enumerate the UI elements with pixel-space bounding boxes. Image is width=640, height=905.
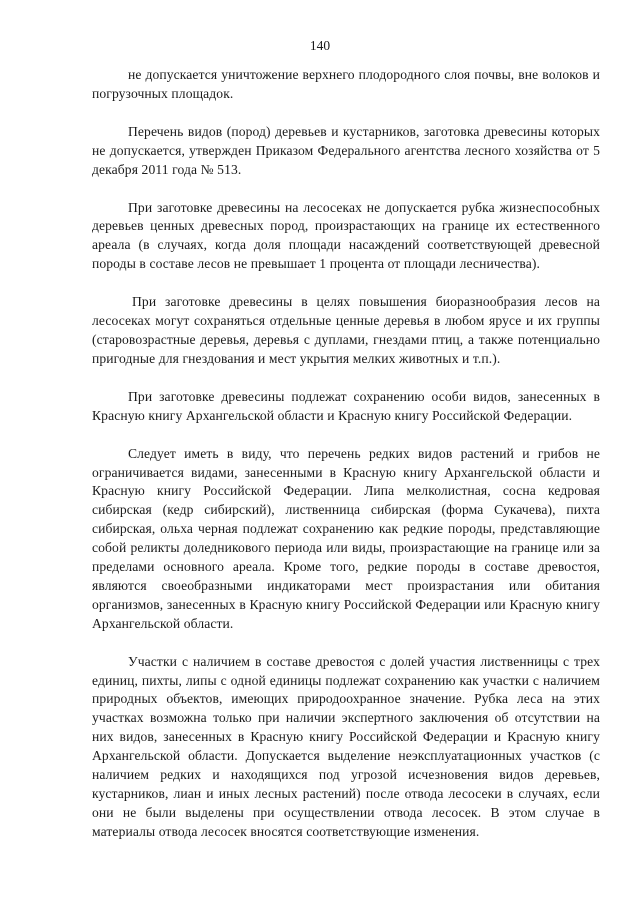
page-number: 140 <box>309 38 331 53</box>
paragraph-species-list: Перечень видов (пород) деревьев и кустарников, заготовка древесины которых не допускается, утвержден Приказом Федерального агентства лесного хозяйства от 5 декабря 2011 года № 513. <box>92 123 600 177</box>
paragraph-biodiversity: При заготовке древесины в целях повышения биоразнообразия лесов на лесосеках могут сохраняться отдельные ценные деревья в любом ярусе и их группы (старовозрастные деревья, деревья с дуплами, гнездами птиц, а также потенциально пригодные для гнездования и мест укрытия мелких животных и т.п.). <box>92 294 600 366</box>
paragraph-protected-plots: Участки с наличием в составе древостоя с долей участия лиственницы с трех единиц, пихты, липы с одной единицы подлежат сохранению как участки с наличием природных объектов, имеющих природоохранное значение. Рубка леса на этих участках возможна только при наличии экспертного заключения об отсутствии на них видов, занесенных в Красную книгу Российской Федерации и Красную книгу Архангельской области. Допускается выделение неэксплуатационных участков (с наличием редких и находящихся под угрозой исчезновения видов деревьев, кустарников, лиан и иных лесных растений) после отвода лесосеки в случаях, если они не были выделены при осуществлении отвода лесосек. В этом случае в материалы отвода лесосек вносятся соответствующие изменения. <box>92 653 600 839</box>
paragraph-topsoil: не допускается уничтожение верхнего плодородного слоя почвы, вне волоков и погрузочных площадок. <box>92 67 600 101</box>
paragraph-red-book: При заготовке древесины подлежат сохранению особи видов, занесенных в Красную книгу Архангельской области и Красную книгу Российской Федерации. <box>92 388 600 423</box>
paragraph-range-border: При заготовке древесины на лесосеках не допускается рубка жизнеспособных деревьев ценных древесных пород, произрастающих на границе их естественного ареала (в случаях, когда доля площади насаждений соответствующей древесной породы в составе лесов не превышает 1 процента от площади лесничества). <box>92 199 600 272</box>
document-body <box>92 66 600 861</box>
paragraph-rare-species: Следует иметь в виду, что перечень редких видов растений и грибов не ограничивается видами, занесенными в Красную книгу Архангельской области и Красную книгу Российской Федерации. Липа мелколистная, сосна кедровая сибирская (кедр сибирский), лиственница сибирская (форма Сукачева), пихта сибирская, ольха черная подлежат сохранению как редкие породы, представляющие собой реликты доледникового периода или виды, произрастающие на границе или за пределами основного ареала. Кроме того, редкие породы в составе древостоя, являются своеобразными индикаторами мест произрастания или обитания организмов, занесенных в Красную книгу Российской Федерации или Красную книгу Архангельской области. <box>92 445 600 631</box>
